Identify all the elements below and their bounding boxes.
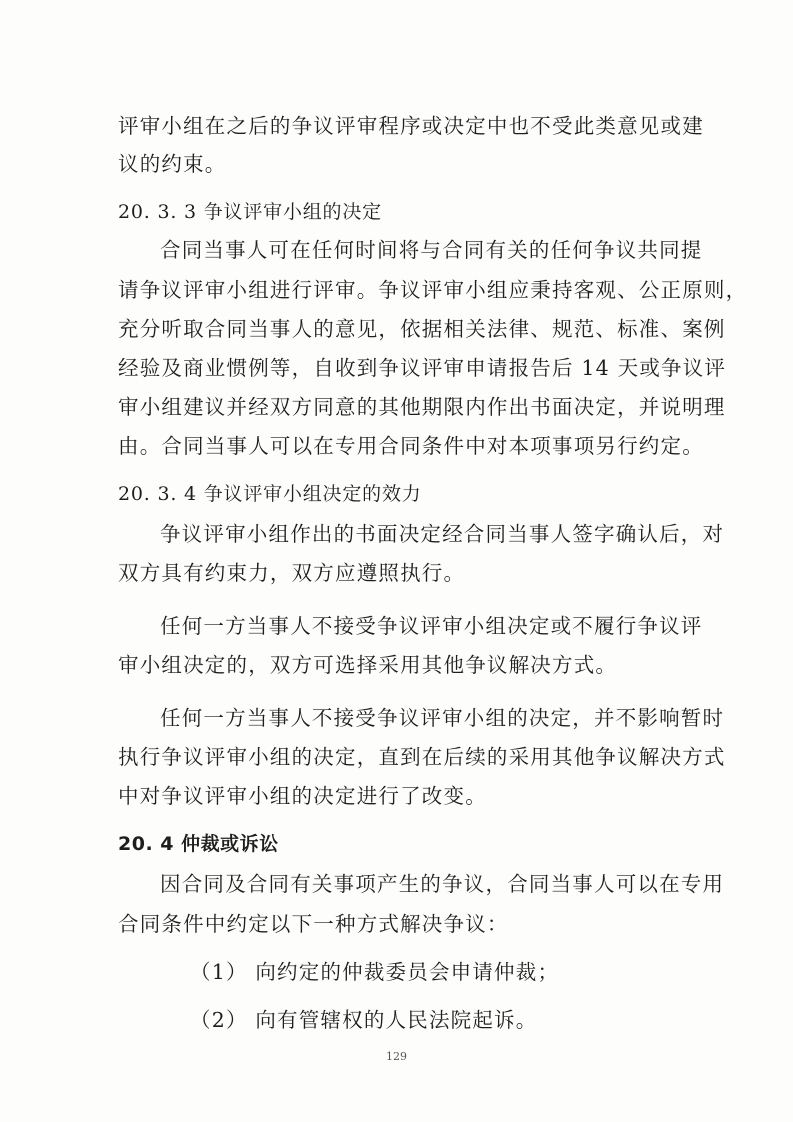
section-heading-20-3-3: 20. 3. 3 争议评审小组的决定 bbox=[118, 201, 382, 223]
paragraph-line: 由。合同当事人可以在专用合同条件中对本项事项另行约定。 bbox=[118, 434, 704, 458]
paragraph-line: 合同当事人可在任何时间将与合同有关的任何争议共同提 bbox=[160, 238, 703, 262]
paragraph-line: 经验及商业惯例等，自收到争议评审申请报告后 14 天或争议评 bbox=[118, 356, 727, 380]
paragraph-line: 评审小组在之后的争议评审程序或决定中也不受此类意见或建 bbox=[118, 114, 704, 138]
paragraph-line: 合同条件中约定以下一种方式解决争议： bbox=[118, 912, 509, 936]
paragraph-line: 任何一方当事人不接受争议评审小组决定或不履行争议评 bbox=[160, 614, 703, 638]
paragraph-line: 双方具有约束力，双方应遵照执行。 bbox=[118, 561, 466, 585]
paragraph-line: 审小组决定的，双方可选择采用其他争议解决方式。 bbox=[118, 653, 618, 677]
paragraph-line: 充分听取合同当事人的意见，依据相关法律、规范、标准、案例 bbox=[118, 317, 726, 341]
paragraph-line: 争议评审小组作出的书面决定经合同当事人签字确认后，对 bbox=[160, 522, 725, 546]
paragraph-line: 议的约束。 bbox=[118, 152, 227, 176]
paragraph-line: 因合同及合同有关事项产生的争议，合同当事人可以在专用 bbox=[160, 872, 725, 896]
paragraph-line: 执行争议评审小组的决定，直到在后续的采用其他争议解决方式 bbox=[118, 745, 726, 769]
paragraph-line: 中对争议评审小组的决定进行了改变。 bbox=[118, 784, 487, 808]
paragraph-line: 任何一方当事人不接受争议评审小组的决定，并不影响暂时 bbox=[160, 706, 725, 730]
section-heading-20-3-4: 20. 3. 4 争议评审小组决定的效力 bbox=[118, 483, 422, 505]
paragraph-line: 审小组建议并经双方同意的其他期限内作出书面决定，并说明理 bbox=[118, 395, 726, 419]
paragraph-line: 请争议评审小组进行评审。争议评审小组应秉持客观、公正原则， bbox=[118, 278, 748, 302]
section-heading-20-4: 20. 4 仲裁或诉讼 bbox=[118, 833, 279, 855]
list-item-2: （2） 向有管辖权的人民法院起诉。 bbox=[190, 1008, 538, 1032]
list-item-1: （1） 向约定的仲裁委员会申请仲裁； bbox=[190, 960, 560, 984]
page-number: 129 bbox=[386, 1050, 407, 1063]
